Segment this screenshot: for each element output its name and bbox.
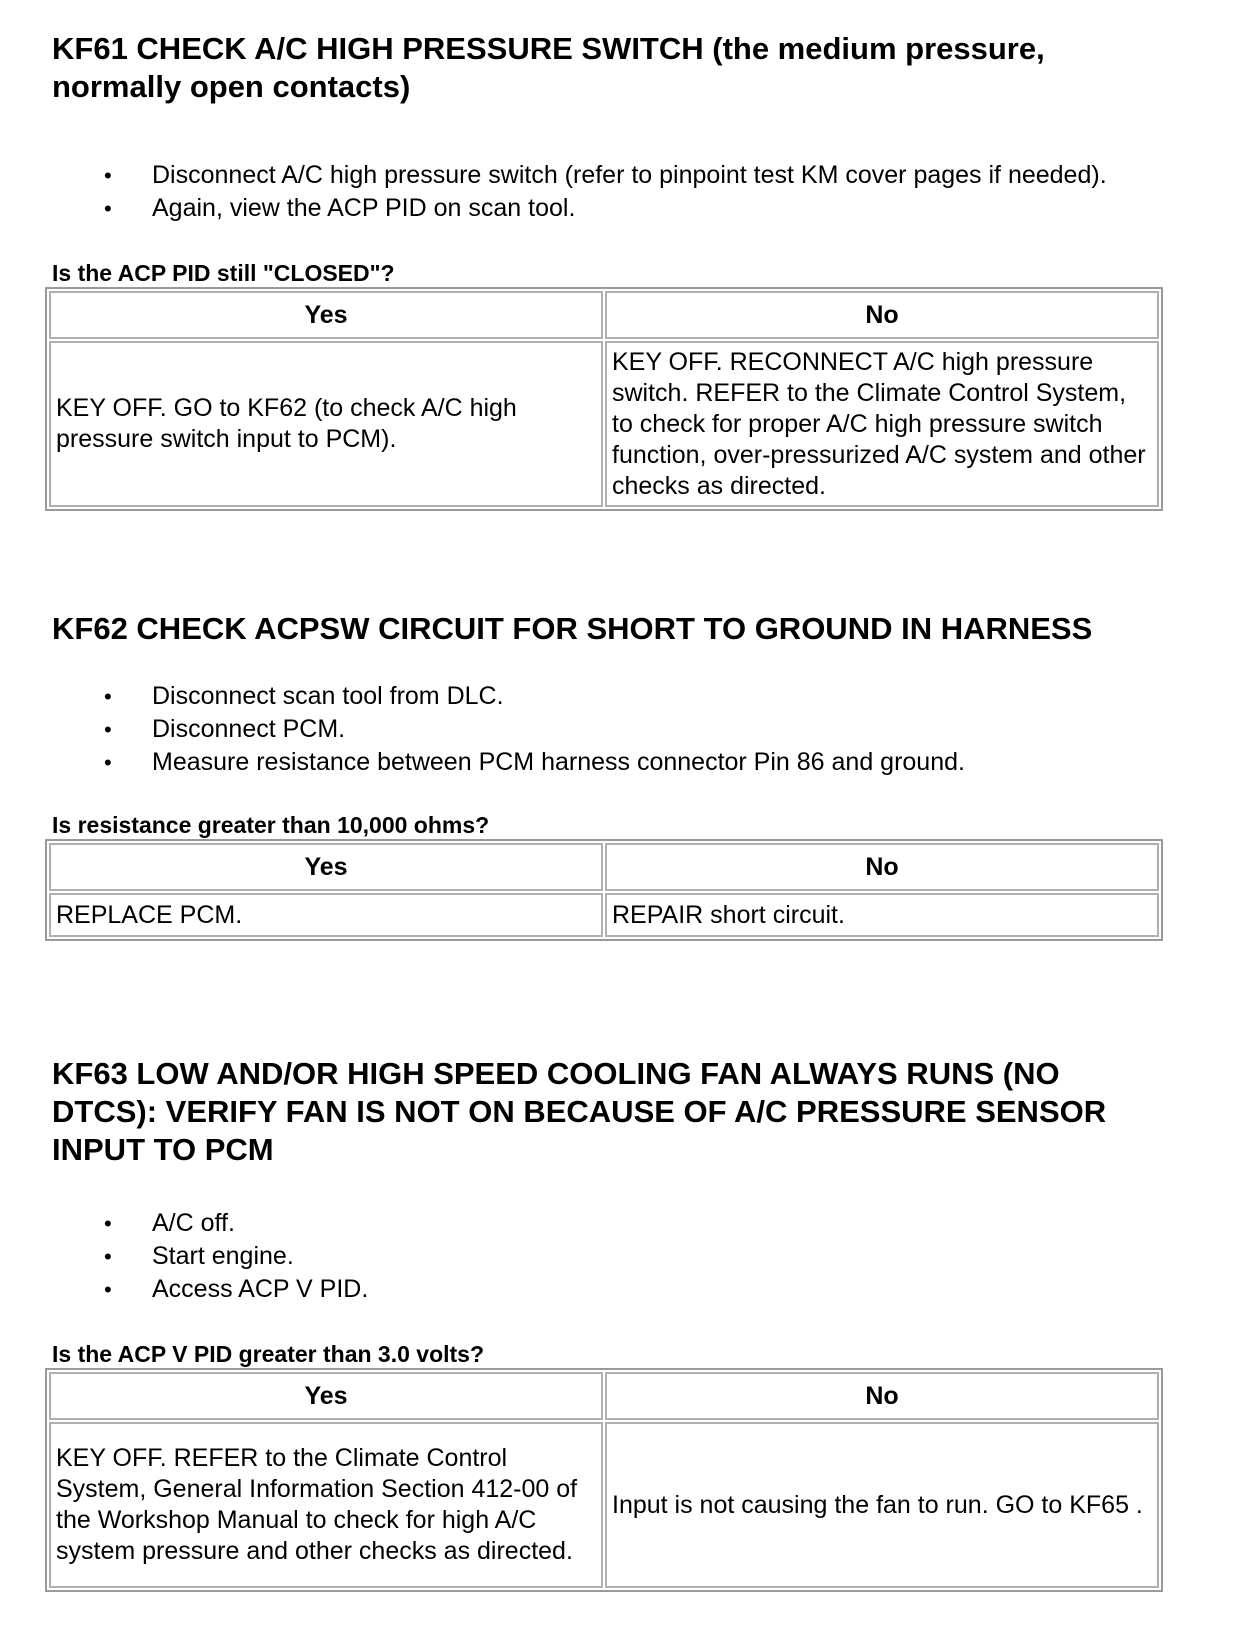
bullet-icon: •	[104, 1244, 112, 1269]
yes-cell: KEY OFF. GO to KF62 (to check A/C high pressure switch input to PCM).	[49, 341, 603, 507]
table-header-row	[49, 843, 1159, 891]
step-text: Disconnect PCM.	[152, 715, 346, 743]
table-row	[49, 1422, 1159, 1588]
list-item	[52, 192, 1222, 225]
step-text: Disconnect A/C high pressure switch (refer to pinpoint test KM cover pages if needed).	[152, 161, 1107, 189]
no-header: No	[605, 1372, 1159, 1420]
table-header-row	[49, 1372, 1159, 1420]
section-title: KF62 CHECK ACPSW CIRCUIT FOR SHORT TO GROUND IN HARNESS	[52, 611, 1093, 646]
question: Is the ACP PID still "CLOSED"?	[52, 260, 395, 286]
no-header: No	[605, 291, 1159, 339]
step-text: Access ACP V PID.	[152, 1275, 369, 1303]
step-list	[52, 159, 1222, 225]
table-header-row	[49, 291, 1159, 339]
question: Is the ACP V PID greater than 3.0 volts?	[52, 1341, 485, 1367]
step-text: Start engine.	[152, 1242, 294, 1270]
no-header: No	[605, 843, 1159, 891]
yes-header: Yes	[49, 1372, 603, 1420]
bullet-icon: •	[104, 1211, 112, 1236]
yes-header: Yes	[49, 291, 603, 339]
bullet-icon: •	[104, 163, 112, 188]
list-item	[52, 1207, 1222, 1240]
list-item	[52, 680, 1222, 713]
answer-table	[45, 1368, 1163, 1592]
section-title: KF63 LOW AND/OR HIGH SPEED COOLING FAN ALWAYS RUNS (NO DTCS): VERIFY FAN IS NOT ON BECAUSE OF A/C PRESSURE SENSOR INPUT TO PCM	[52, 1056, 1107, 1167]
bullet-icon: •	[104, 196, 112, 221]
section-kf62	[52, 610, 1222, 941]
step-list	[52, 1207, 1222, 1306]
step-list	[52, 680, 1222, 779]
step-text: Measure resistance between PCM harness connector Pin 86 and ground.	[152, 748, 965, 776]
bullet-icon: •	[104, 717, 112, 742]
bullet-icon: •	[104, 1277, 112, 1302]
no-cell: REPAIR short circuit.	[605, 893, 1159, 937]
no-cell: KEY OFF. RECONNECT A/C high pressure switch. REFER to the Climate Control System, to check for proper A/C high pressure switch function, over-pressurized A/C system and other checks as directed.	[605, 341, 1159, 507]
table-row	[49, 341, 1159, 507]
step-text: Disconnect scan tool from DLC.	[152, 682, 504, 710]
answer-table	[45, 287, 1163, 511]
yes-header: Yes	[49, 843, 603, 891]
list-item	[52, 1240, 1222, 1273]
section-kf61	[52, 30, 1222, 511]
table-row	[49, 893, 1159, 937]
list-item	[52, 713, 1222, 746]
section-kf63	[52, 1055, 1222, 1592]
step-text: A/C off.	[152, 1209, 235, 1237]
step-text: Again, view the ACP PID on scan tool.	[152, 194, 576, 222]
answer-table	[45, 839, 1163, 941]
question: Is resistance greater than 10,000 ohms?	[52, 812, 490, 838]
list-item	[52, 159, 1222, 192]
bullet-icon: •	[104, 750, 112, 775]
yes-cell: KEY OFF. REFER to the Climate Control System, General Information Section 412-00 of the Workshop Manual to check for high A/C system pressure and other checks as directed.	[49, 1422, 603, 1588]
no-cell: Input is not causing the fan to run. GO to KF65 .	[605, 1422, 1159, 1588]
section-title: KF61 CHECK A/C HIGH PRESSURE SWITCH (the medium pressure, normally open contacts)	[52, 31, 1045, 104]
bullet-icon: •	[104, 684, 112, 709]
yes-cell: REPLACE PCM.	[49, 893, 603, 937]
list-item	[52, 746, 1222, 779]
list-item	[52, 1273, 1222, 1306]
